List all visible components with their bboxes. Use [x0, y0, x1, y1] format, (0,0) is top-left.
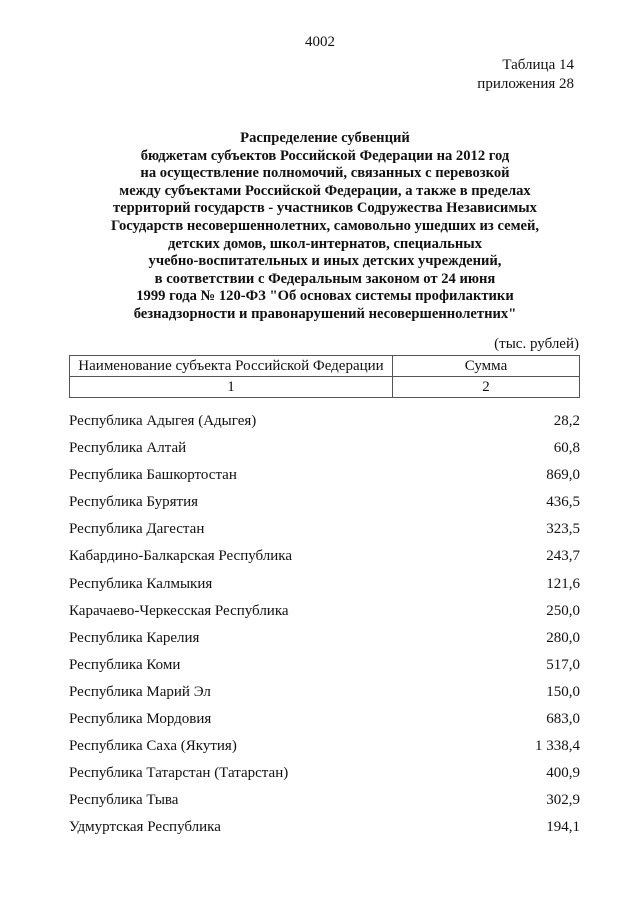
table-row [69, 681, 580, 708]
subject-name: Республика Мордовия [69, 711, 212, 728]
title-line: Распределение субвенций [240, 130, 410, 146]
subject-amount: 683,0 [546, 711, 580, 728]
subject-amount: 323,5 [546, 521, 580, 538]
subject-amount: 28,2 [553, 413, 580, 429]
table-row [69, 545, 580, 572]
subject-name: Республика Карелия [69, 629, 200, 646]
table-row [69, 518, 580, 545]
table-row [69, 789, 580, 816]
subject-name: Республика Марий Эл [69, 683, 211, 700]
header-row [70, 356, 580, 377]
title-line: в соответствии с Федеральным законом от 24 июня [154, 270, 496, 287]
title-line: между субъектами Российской Федерации, а также в пределах [119, 182, 531, 199]
column-number-1: 1 [70, 377, 393, 398]
subject-name: Республика Тыва [69, 792, 179, 809]
subject-name: Республика Калмыкия [69, 575, 213, 592]
subject-name: Республика Дагестан [69, 521, 205, 538]
subject-name: Республика Адыгея (Адыгея) [69, 413, 257, 429]
subject-amount: 1 338,4 [535, 738, 580, 755]
title-line: безнадзорности и правонарушений несовершеннолетних" [133, 305, 517, 322]
table-header [69, 355, 580, 398]
column-number-row [70, 377, 580, 398]
table-row [69, 816, 580, 843]
table-row [69, 437, 580, 464]
title-line: 1999 года № 120-ФЗ "Об основах системы профилактики [136, 288, 514, 305]
column-number-2: 2 [393, 377, 580, 398]
subject-amount: 250,0 [546, 602, 580, 619]
subject-name: Республика Татарстан (Татарстан) [69, 765, 289, 782]
subject-amount: 60,8 [553, 440, 580, 457]
table-row [69, 654, 580, 681]
subject-name: Республика Саха (Якутия) [69, 738, 237, 755]
table-body [69, 410, 580, 844]
header-amount: Сумма [393, 356, 580, 377]
table-reference-line2: приложения 28 [477, 76, 574, 92]
subject-amount: 869,0 [546, 467, 580, 484]
title-line: детских домов, школ-интернатов, специальных [168, 235, 482, 252]
subject-amount: 243,7 [546, 548, 580, 565]
subject-name: Республика Алтай [69, 440, 187, 457]
table-row [69, 464, 580, 491]
table-row [69, 600, 580, 627]
subject-amount: 302,9 [546, 792, 580, 809]
table-reference [477, 56, 574, 94]
units-label: (тыс. рублей) [494, 336, 579, 352]
title-line: бюджетам субъектов Российской Федерации на 2012 год [140, 147, 510, 164]
title-line: учебно-воспитательных и иных детских учреждений, [148, 253, 502, 270]
title-line: на осуществление полномочий, связанных с перевозкой [140, 165, 510, 182]
subject-amount: 400,9 [546, 765, 580, 782]
table-row [69, 627, 580, 654]
subject-name: Республика Бурятия [69, 494, 199, 511]
subject-amount: 194,1 [546, 819, 580, 836]
table-reference-line1: Таблица 14 [502, 57, 574, 73]
subject-amount: 150,0 [546, 683, 580, 700]
header-subject-name: Наименование субъекта Российской Федерации [70, 356, 393, 377]
table-row [69, 491, 580, 518]
subject-amount: 121,6 [546, 575, 580, 592]
subject-name: Республика Коми [69, 656, 181, 673]
subject-amount: 436,5 [546, 494, 580, 511]
title-line: Государств несовершеннолетних, самовольно ушедших из семей, [110, 217, 540, 234]
subject-name: Карачаево-Черкесская Республика [69, 602, 289, 619]
table-row [69, 410, 580, 437]
page-number: 4002 [305, 34, 335, 50]
table-row [69, 708, 580, 735]
subject-name: Кабардино-Балкарская Республика [69, 548, 293, 565]
table-row [69, 573, 580, 600]
table-row [69, 735, 580, 762]
table-row [69, 762, 580, 789]
subject-amount: 517,0 [546, 656, 580, 673]
subject-name: Удмуртская Республика [69, 819, 221, 836]
subject-name: Республика Башкортостан [69, 467, 237, 484]
title-line: территорий государств - участников Содружества Независимых [113, 200, 537, 217]
document-title [60, 130, 590, 324]
subject-amount: 280,0 [546, 629, 580, 646]
